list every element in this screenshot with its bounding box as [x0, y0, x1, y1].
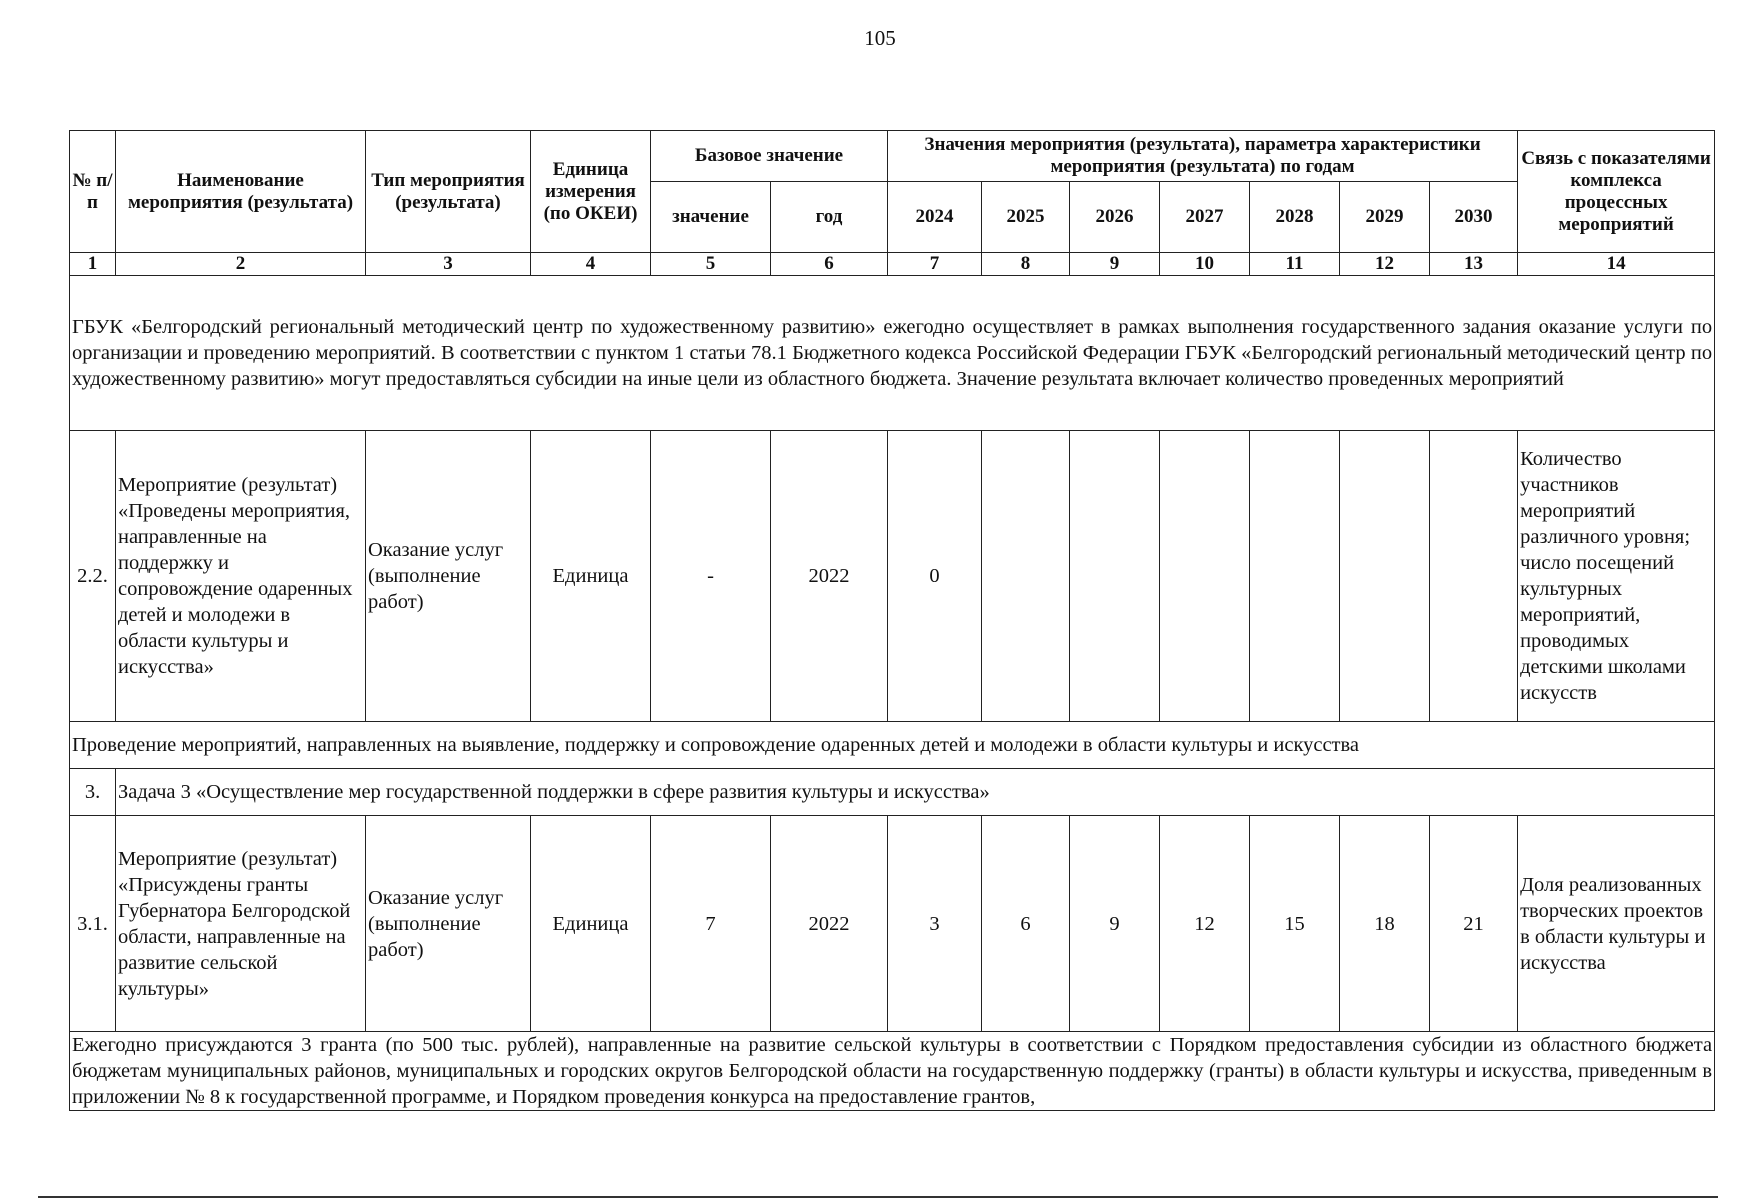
column-number: 14: [1518, 253, 1715, 276]
row-year-value: 0: [888, 431, 982, 722]
header-base-year: год: [771, 182, 888, 253]
header-base-value: значение: [651, 182, 771, 253]
header-year: 2024: [888, 182, 982, 253]
column-number: 2: [116, 253, 366, 276]
column-number: 1: [70, 253, 116, 276]
column-number: 5: [651, 253, 771, 276]
row-num: 2.2.: [70, 431, 116, 722]
row-year-value: [1070, 431, 1160, 722]
row-link: Количество участников мероприятий различного уровня; число посещений культурных мероприятий, проводимых детскими школами искусств: [1518, 431, 1715, 722]
header-year: 2027: [1160, 182, 1250, 253]
table-row-3-1: [70, 816, 1715, 1032]
note-grants: Ежегодно присуждаются 3 гранта (по 500 тыс. рублей), направленные на развитие сельской культуры в соответствии с Порядком предоставления субсидии из областного бюджета бюджетам муниципальных районов, муниципальных и городских округов Белгородской области на государственную поддержку (гранты) в области культуры и искусства, приведенным в приложении № 8 к государственной программе, и Порядком проведения конкурса на предоставление грантов,: [70, 1032, 1715, 1111]
note-activities: Проведение мероприятий, направленных на выявление, поддержку и сопровождение одаренных детей и молодежи в области культуры и искусства: [70, 722, 1715, 769]
column-number: 6: [771, 253, 888, 276]
task-row: [70, 769, 1715, 816]
row-year-value: [1430, 431, 1518, 722]
note-gbuk: ГБУК «Белгородский региональный методический центр по художественному развитию» ежегодно осуществляет в рамках выполнения государственного задания оказание услуги по организации и проведению мероприятий. В соответствии с пунктом 1 статьи 78.1 Бюджетного кодекса Российской Федерации ГБУК «Белгородский региональный методический центр по художественному развитию» могут предоставляться субсидии на иные цели из областного бюджета. Значение результата включает количество проведенных мероприятий: [70, 276, 1715, 431]
header-year: 2026: [1070, 182, 1160, 253]
header-name: Наименование мероприятия (результата): [116, 131, 366, 253]
row-name: Мероприятие (результат) «Присуждены гранты Губернатора Белгородской области, направленные на развитие сельской культуры»: [116, 816, 366, 1032]
header-year: 2025: [982, 182, 1070, 253]
row-base-value: 7: [651, 816, 771, 1032]
note-row: [70, 722, 1715, 769]
row-year-value: [1340, 431, 1430, 722]
program-table: [69, 130, 1715, 1111]
column-number: 9: [1070, 253, 1160, 276]
column-number: 8: [982, 253, 1070, 276]
column-number: 4: [531, 253, 651, 276]
column-number: 7: [888, 253, 982, 276]
column-number: 11: [1250, 253, 1340, 276]
row-unit: Единица: [531, 431, 651, 722]
header-row-1: [70, 131, 1715, 182]
row-year-value: [982, 431, 1070, 722]
row-year-value: 15: [1250, 816, 1340, 1032]
row-link: Доля реализованных творческих проектов в области культуры и искусства: [1518, 816, 1715, 1032]
row-type: Оказание услуг (выполнение работ): [366, 816, 531, 1032]
header-unit: Единица измерения (по ОКЕИ): [531, 131, 651, 253]
page-number: 105: [864, 26, 896, 50]
row-type: Оказание услуг (выполнение работ): [366, 431, 531, 722]
column-numbers-row: [70, 253, 1715, 276]
header-year: 2028: [1250, 182, 1340, 253]
task-title: Задача 3 «Осуществление мер государственной поддержки в сфере развития культуры и искусства»: [116, 769, 1715, 816]
table-row-2-2: [70, 431, 1715, 722]
column-number: 13: [1430, 253, 1518, 276]
row-num: 3.1.: [70, 816, 116, 1032]
row-year-value: 18: [1340, 816, 1430, 1032]
header-link: Связь с показателями комплекса процессных мероприятий: [1518, 131, 1715, 253]
note-row: [70, 276, 1715, 431]
row-name: Мероприятие (результат) «Проведены мероприятия, направленные на поддержку и сопровождение одаренных детей и молодежи в области культуры и искусства»: [116, 431, 366, 722]
column-number: 3: [366, 253, 531, 276]
row-year-value: 21: [1430, 816, 1518, 1032]
row-unit: Единица: [531, 816, 651, 1032]
header-year: 2030: [1430, 182, 1518, 253]
row-base-value: -: [651, 431, 771, 722]
row-year-value: 12: [1160, 816, 1250, 1032]
header-values: Значения мероприятия (результата), параметра характеристики мероприятия (результата) по годам: [888, 131, 1518, 182]
row-year-value: [1250, 431, 1340, 722]
row-year-value: 9: [1070, 816, 1160, 1032]
row-base-year: 2022: [771, 816, 888, 1032]
row-year-value: [1160, 431, 1250, 722]
row-year-value: 6: [982, 816, 1070, 1032]
column-number: 12: [1340, 253, 1430, 276]
header-base: Базовое значение: [651, 131, 888, 182]
header-type: Тип мероприятия (результата): [366, 131, 531, 253]
column-number: 10: [1160, 253, 1250, 276]
page-bottom-rule: [38, 1196, 1718, 1198]
note-row: [70, 1032, 1715, 1111]
row-year-value: 3: [888, 816, 982, 1032]
header-num: № п/п: [70, 131, 116, 253]
row-base-year: 2022: [771, 431, 888, 722]
header-year: 2029: [1340, 182, 1430, 253]
task-num: 3.: [70, 769, 116, 816]
